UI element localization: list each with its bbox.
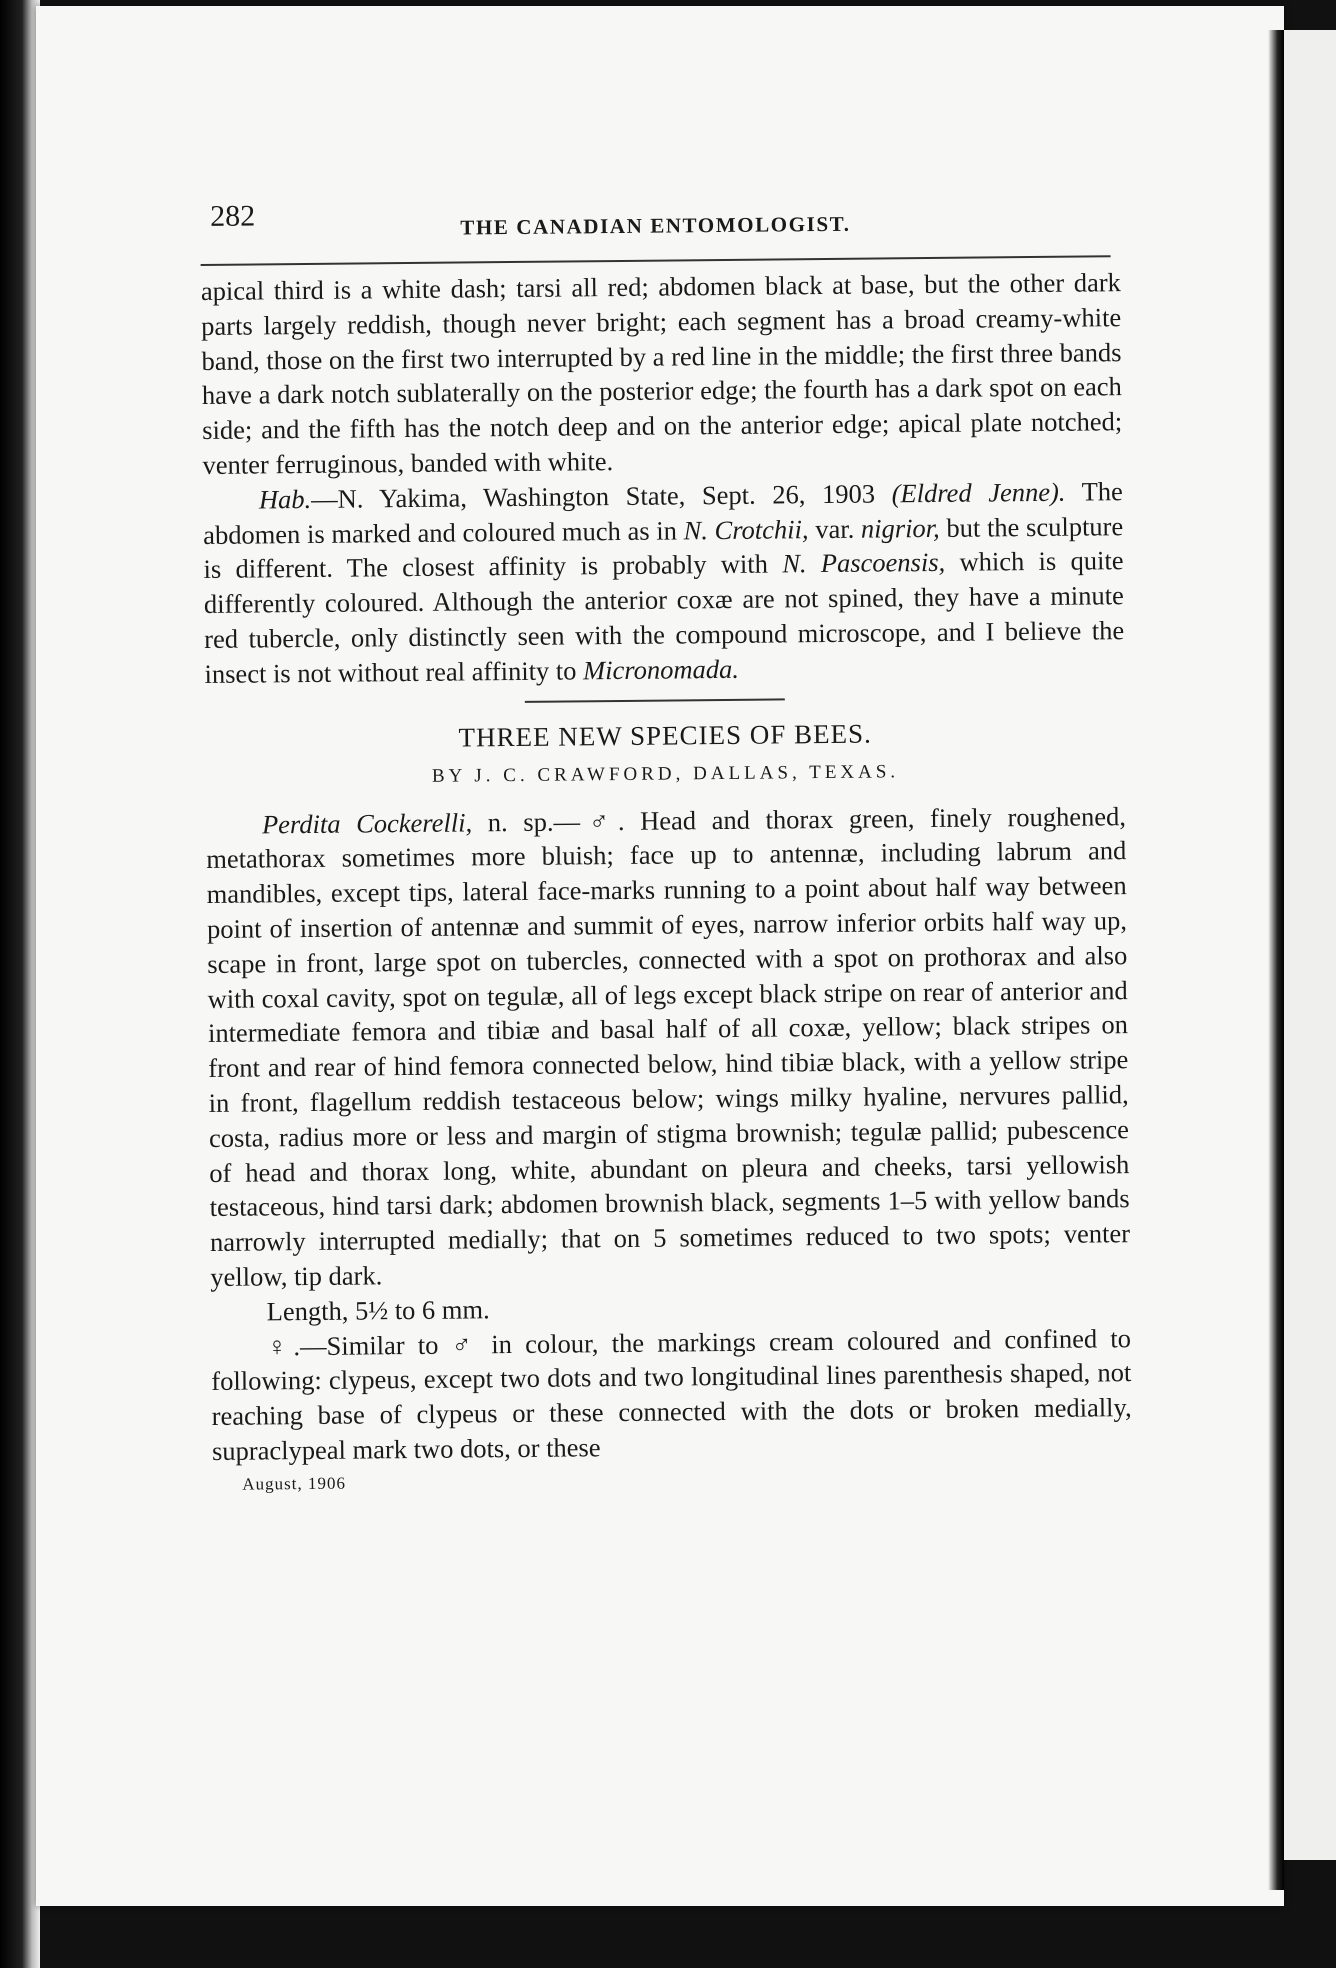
book-gutter-left	[0, 0, 40, 1968]
male-description	[206, 799, 1131, 1295]
variety-nigrior: nigrior,	[860, 512, 940, 544]
remark-text-1: The abdomen is marked and coloured much as in	[203, 475, 1123, 550]
footer-date: August, 1906	[242, 1473, 347, 1494]
book-spine-edge	[1268, 30, 1284, 1890]
remark-text-3: but the sculpture is different. The closest affinity is probably with	[203, 510, 1124, 585]
remark-text-2: var.	[808, 513, 862, 544]
hab-text: —N. Yakima, Washington State, Sept. 26, 1903	[310, 478, 876, 514]
genus-micronomada: Micronomada.	[582, 653, 740, 686]
remark-text-4: which is quite differently coloured. Although the anterior coxæ are not spined, they have a minute red tubercle, only distinctly seen with the compound microscope, and I believe the insect is not without real affinity to	[203, 545, 1125, 689]
running-head: THE CANADIAN ENTOMOLOGIST.	[460, 211, 851, 240]
male-description-text: n. sp.—♂. Head and thorax green, finely roughened, metathorax sometimes more bluish; face up to antennæ, including labrum and mandibles, except tips, lateral face-marks running to a point about half way between point of insertion of antennæ and summit of eyes, narrow inferior orbits half way up, scape in front, large spot on tubercles, connected with a spot on prothorax and also with coxal cavity, spot on tegulæ, all of legs except black stripe on rear of anterior and intermediate femora and tibiæ and basal half of all coxæ, yellow; black stripes on front and rear of hind femora connected below, hind tibiæ black, with a yellow stripe in front, flagellum reddish testaceous below; wings milky hyaline, nervures pallid, costa, radius more or less and margin of stigma brownish; tegulæ pallid; pubescence of head and thorax long, white, abundant on pleura and cheeks, tarsi yellowish testaceous, hind tarsi dark; abdomen brownish black, segments 1–5 with yellow bands narrowly interrupted medially; that on 5 sometimes reduced to two spots; venter yellow, tip dark.	[206, 800, 1131, 1292]
species-crotchii: N. Crotchii,	[683, 513, 809, 545]
article-byline: BY J. C. CRAWFORD, DALLAS, TEXAS.	[431, 760, 900, 787]
section-separator	[525, 698, 785, 702]
habitat-paragraph	[203, 474, 1125, 692]
adjacent-page	[1284, 30, 1336, 1860]
female-description: ♀.—Similar to ♂ in colour, the markings cream coloured and confined to following: clypeus, except two dots and two longitudinal lines parenthesis shaped, not reaching base of clypeus or these connected with the dots or broken medially, supraclypeal mark two dots, or these	[211, 1322, 1132, 1466]
page-header	[200, 191, 1120, 250]
page-number: 282	[209, 199, 256, 233]
page-text-block	[200, 191, 1132, 1494]
article-title: THREE NEW SPECIES OF BEES.	[458, 718, 872, 753]
header-rule	[201, 255, 1111, 266]
species-name: Perdita Cockerelli,	[261, 806, 473, 839]
species-pascoensis: N. Pascoensis,	[782, 547, 946, 579]
hab-label: Hab.	[258, 483, 312, 515]
length-line: Length, 5½ to 6 mm.	[266, 1293, 490, 1327]
hab-collector: (Eldred Jenne).	[891, 476, 1066, 509]
continuation-paragraph: apical third is a white dash; tarsi all red; abdomen black at base, but the other dark parts largely reddish, though never bright; each segment has a broad creamy-white band, those on the first two interrupted by a red line in the middle; the first three bands have a dark notch sublaterally on the posterior edge; the fourth has a dark spot on each side; and the fifth has the notch deep and on the anterior edge; apical plate notched; venter ferruginous, banded with white.	[200, 267, 1123, 480]
